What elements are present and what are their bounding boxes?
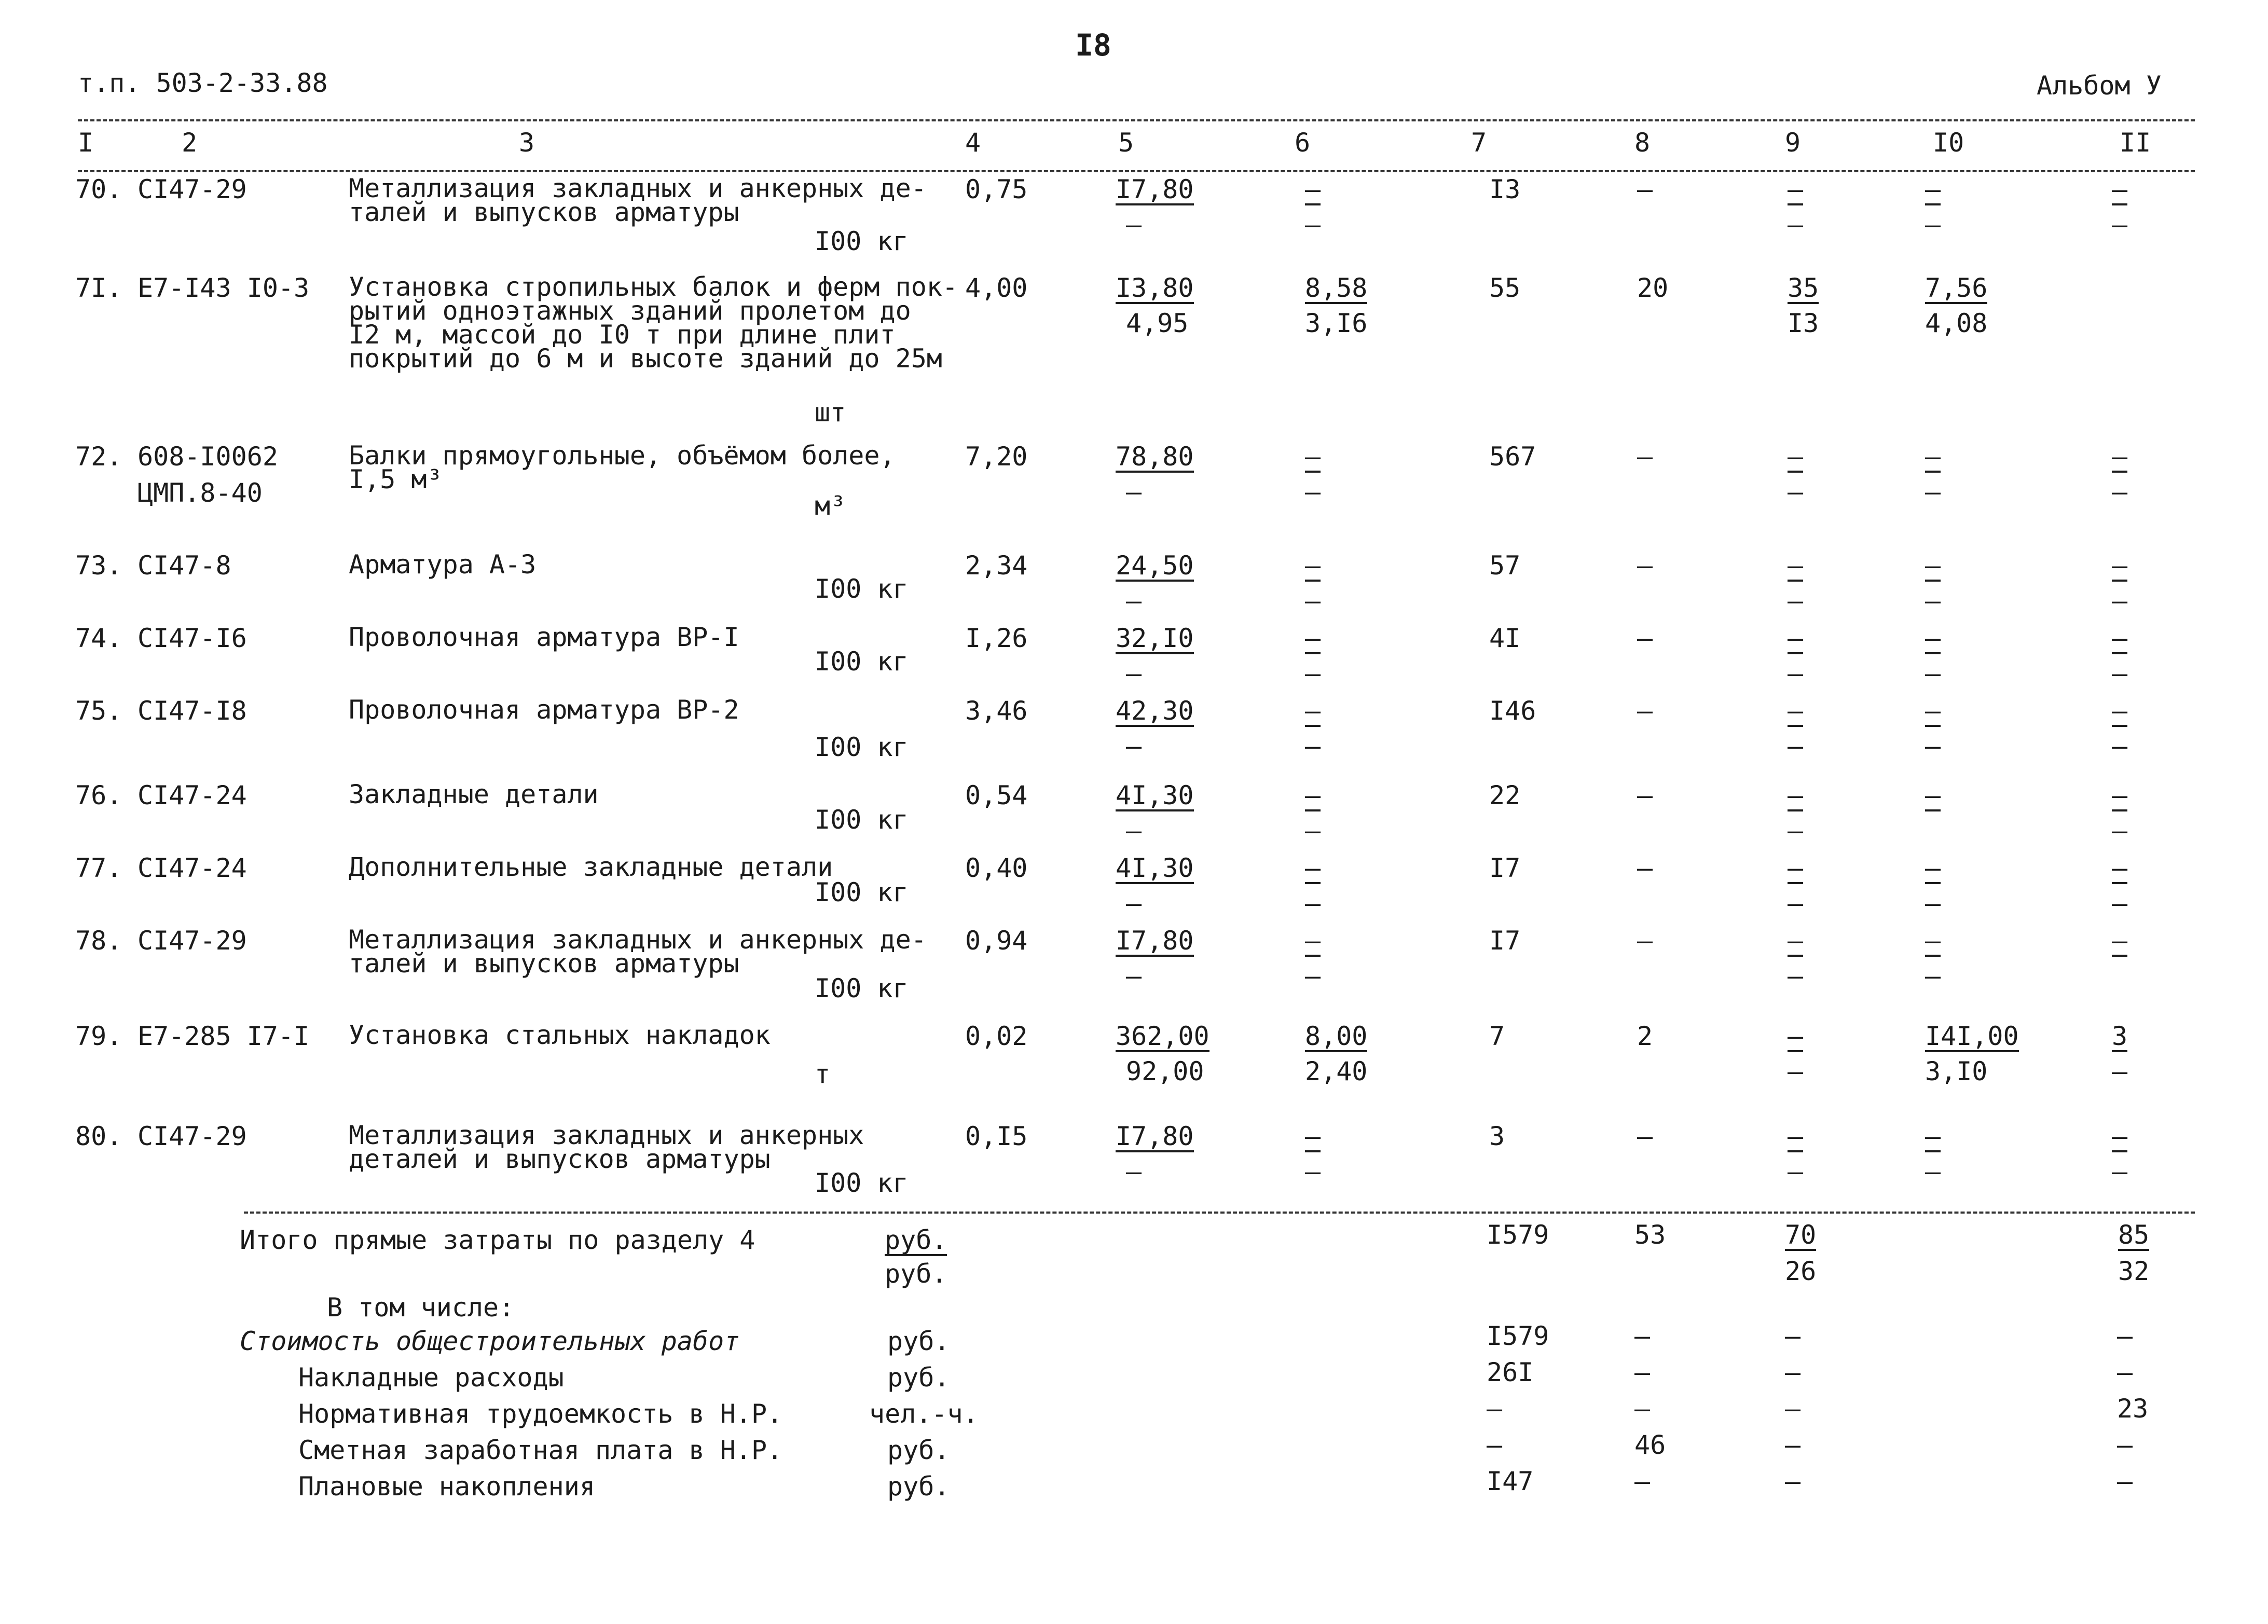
total-cost: 567	[1489, 442, 1536, 472]
unit-cost-wage: –	[1126, 658, 1142, 689]
work-description: Металлизация закладных и анкерных де- талей и выпусков арматуры	[349, 173, 927, 227]
total-cost: 22	[1489, 780, 1521, 810]
quantity: I,26	[965, 623, 1028, 653]
summary-item-label: Сметная заработная плата в Н.Р.	[298, 1435, 783, 1465]
labor-per-unit: –	[1925, 853, 1941, 883]
labor-per-unit-machine: –	[1925, 731, 1941, 761]
quantity: 0,54	[965, 780, 1028, 810]
measure-unit: I00 кг	[815, 877, 909, 907]
summary-item-wage: –	[1634, 1394, 1651, 1424]
price-code: CI47-I6	[138, 623, 247, 653]
row-number: 72.	[75, 442, 122, 472]
labor-total: –	[2112, 696, 2128, 726]
unit-cost-machine-wage: –	[1305, 1157, 1321, 1187]
summary-item-label: Накладные расходы	[298, 1362, 564, 1393]
column-header-1: I	[78, 128, 94, 158]
unit-cost-machine-wage: –	[1305, 961, 1321, 991]
unit-cost-machine-wage: 2,40	[1305, 1056, 1368, 1086]
unit-cost-machine: –	[1305, 780, 1321, 810]
unit-cost-total: I7,80	[1116, 926, 1194, 956]
labor-per-unit: –	[1925, 1121, 1941, 1151]
machine-wage-total: –	[1788, 816, 1804, 846]
measure-unit: I00 кг	[815, 805, 909, 835]
row-number: 7I.	[75, 273, 122, 303]
quantity: 0,02	[965, 1021, 1028, 1051]
total-cost: 3	[1489, 1121, 1505, 1151]
wage-total: 20	[1637, 273, 1669, 303]
labor-total: 3	[2112, 1021, 2128, 1051]
total-cost: 55	[1489, 273, 1521, 303]
row-number: 79.	[75, 1021, 122, 1051]
machine-total: –	[1788, 550, 1804, 581]
total-unit: руб.	[885, 1225, 947, 1255]
summary-item-cost: –	[1487, 1430, 1503, 1460]
unit-cost-wage: –	[1126, 961, 1142, 991]
price-code: E7-I43 I0-3	[138, 273, 310, 303]
unit-cost-machine-wage: –	[1305, 816, 1321, 846]
price-code: CI47-24	[138, 853, 247, 883]
wage-total: –	[1637, 1121, 1653, 1151]
measure-unit: I00 кг	[815, 973, 909, 1003]
quantity: 4,00	[965, 273, 1028, 303]
unit-cost-machine: –	[1305, 174, 1321, 204]
measure-unit: I00 кг	[815, 646, 909, 677]
column-header-2: 2	[182, 128, 198, 158]
row-number: 75.	[75, 696, 122, 726]
total-labor-machine: 32	[2118, 1256, 2150, 1286]
column-header-5: 5	[1118, 128, 1134, 158]
measure-unit: I00 кг	[815, 1168, 909, 1198]
unit-cost-wage: –	[1126, 586, 1142, 616]
labor-total-machine: –	[2112, 658, 2128, 689]
summary-item-unit: руб.	[887, 1471, 950, 1502]
table-top-rule	[78, 119, 2195, 121]
labor-total: –	[2112, 442, 2128, 472]
labor-per-unit: –	[1925, 623, 1941, 653]
work-description: Дополнительные закладные детали	[349, 852, 833, 882]
machine-wage-total: –	[1788, 961, 1804, 991]
labor-total: –	[2112, 550, 2128, 581]
summary-item-labor: –	[2117, 1357, 2133, 1387]
machine-total: –	[1788, 780, 1804, 810]
labor-total-machine: –	[2112, 1056, 2128, 1086]
column-header-10: I0	[1933, 128, 1964, 158]
total-cost: I7	[1489, 853, 1521, 883]
labor-per-unit-machine: –	[1925, 477, 1941, 507]
summary-item-machine: –	[1785, 1321, 1801, 1351]
summary-top-rule	[244, 1212, 2195, 1214]
unit-cost-machine: –	[1305, 442, 1321, 472]
total-wage: 53	[1634, 1220, 1666, 1250]
summary-item-cost: I47	[1487, 1466, 1534, 1496]
unit-cost-wage: –	[1126, 477, 1142, 507]
labor-per-unit-machine: –	[1925, 586, 1941, 616]
unit-cost-total: 4I,30	[1116, 853, 1194, 883]
machine-wage-total: –	[1788, 658, 1804, 689]
machine-wage-total: –	[1788, 477, 1804, 507]
machine-wage-total: –	[1788, 210, 1804, 240]
total-labor: 85	[2118, 1220, 2150, 1250]
total-cost: 7	[1489, 1021, 1505, 1051]
summary-item-wage: –	[1634, 1321, 1651, 1351]
column-header-9: 9	[1785, 128, 1801, 158]
work-description: Проволочная арматура ВР-I	[349, 622, 739, 652]
column-header-3: 3	[519, 128, 535, 158]
summary-item-machine: –	[1785, 1357, 1801, 1387]
labor-total-machine: –	[2112, 731, 2128, 761]
column-header-8: 8	[1634, 128, 1651, 158]
wage-total: –	[1637, 174, 1653, 204]
unit-cost-total: I7,80	[1116, 174, 1194, 204]
unit-cost-machine: –	[1305, 853, 1321, 883]
row-number: 77.	[75, 853, 122, 883]
summary-item-labor: 23	[2117, 1394, 2149, 1424]
labor-per-unit-machine: –	[1925, 888, 1941, 918]
labor-per-unit-machine: –	[1925, 1157, 1941, 1187]
unit-cost-total: 24,50	[1116, 550, 1194, 581]
unit-cost-machine: –	[1305, 623, 1321, 653]
summary-item-machine: –	[1785, 1466, 1801, 1496]
unit-cost-wage: –	[1126, 816, 1142, 846]
labor-per-unit-machine: –	[1925, 961, 1941, 991]
price-code: CI47-29	[138, 1121, 247, 1151]
total-label: Итого прямые затраты по разделу 4	[240, 1225, 755, 1255]
unit-cost-machine-wage: –	[1305, 888, 1321, 918]
total-cost: I7	[1489, 926, 1521, 956]
row-number: 73.	[75, 550, 122, 581]
summary-item-unit: руб.	[887, 1326, 950, 1356]
machine-total: –	[1788, 926, 1804, 956]
price-code: CI47-29	[138, 174, 247, 204]
labor-total: –	[2112, 926, 2128, 956]
price-code: CI47-I8	[138, 696, 247, 726]
album-label: Альбом У	[2037, 71, 2162, 101]
summary-item-wage: –	[1634, 1357, 1651, 1387]
machine-total: –	[1788, 1021, 1804, 1051]
price-code-secondary: ЦМП.8-40	[138, 478, 263, 508]
summary-item-machine: –	[1785, 1394, 1801, 1424]
unit-cost-wage: 4,95	[1126, 308, 1189, 338]
work-description: Установка стропильных балок и ферм пок- рытий одноэтажных зданий пролетом до I2 м, массой до I0 т при длине плит покрытий до 6 м и высоте зданий до 25м	[349, 272, 958, 374]
work-description: Установка стальных накладок	[349, 1020, 771, 1050]
measure-unit: шт	[815, 397, 846, 428]
unit-cost-total: 362,00	[1116, 1021, 1209, 1051]
quantity: 7,20	[965, 442, 1028, 472]
price-code: E7-285 I7-I	[138, 1021, 310, 1051]
summary-item-unit: чел.-ч.	[869, 1399, 979, 1429]
measure-unit: I00 кг	[815, 574, 909, 604]
labor-total-machine: –	[2112, 888, 2128, 918]
header-bottom-rule	[78, 170, 2195, 172]
summary-item-label: Нормативная трудоемкость в Н.Р.	[298, 1399, 783, 1429]
unit-cost-total: 42,30	[1116, 696, 1194, 726]
measure-unit: м³	[815, 491, 846, 521]
machine-total: –	[1788, 853, 1804, 883]
summary-item-labor: –	[2117, 1430, 2133, 1460]
unit-cost-machine-wage: –	[1305, 586, 1321, 616]
machine-total: –	[1788, 1121, 1804, 1151]
unit-cost-wage: –	[1126, 888, 1142, 918]
unit-cost-wage: –	[1126, 210, 1142, 240]
price-code: 608-I0062	[138, 442, 278, 472]
wage-total: –	[1637, 442, 1653, 472]
total-machine-wage: 26	[1785, 1256, 1817, 1286]
labor-per-unit-machine: –	[1925, 658, 1941, 689]
column-header-4: 4	[965, 128, 981, 158]
labor-per-unit: –	[1925, 550, 1941, 581]
summary-item-label: Плановые накопления	[298, 1471, 595, 1502]
machine-wage-total: –	[1788, 1056, 1804, 1086]
work-description: Проволочная арматура ВР-2	[349, 695, 739, 725]
labor-per-unit: –	[1925, 696, 1941, 726]
measure-unit: I00 кг	[815, 732, 909, 762]
work-description: Закладные детали	[349, 779, 599, 809]
page-number: I8	[1075, 27, 1111, 63]
labor-total: –	[2112, 1121, 2128, 1151]
document-reference: т.п. 503-2-33.88	[78, 68, 328, 98]
total-machine: 70	[1785, 1220, 1817, 1250]
unit-cost-machine: –	[1305, 926, 1321, 956]
quantity: 0,40	[965, 853, 1028, 883]
labor-total-machine: –	[2112, 477, 2128, 507]
unit-cost-machine-wage: –	[1305, 477, 1321, 507]
unit-cost-machine-wage: –	[1305, 731, 1321, 761]
unit-cost-machine: –	[1305, 550, 1321, 581]
labor-per-unit: 7,56	[1925, 273, 1988, 303]
summary-item-label: Стоимость общестроительных работ	[240, 1326, 740, 1356]
work-description: Арматура А-3	[349, 549, 537, 580]
machine-wage-total: –	[1788, 586, 1804, 616]
unit-cost-machine-wage: –	[1305, 210, 1321, 240]
labor-total-machine: –	[2112, 1157, 2128, 1187]
unit-cost-wage: –	[1126, 1157, 1142, 1187]
unit-cost-machine: 8,00	[1305, 1021, 1368, 1051]
total-cost: I46	[1489, 696, 1536, 726]
quantity: 3,46	[965, 696, 1028, 726]
quantity: 0,94	[965, 926, 1028, 956]
column-header-6: 6	[1295, 128, 1311, 158]
labor-per-unit: –	[1925, 442, 1941, 472]
summary-item-unit: руб.	[887, 1362, 950, 1393]
machine-total: –	[1788, 623, 1804, 653]
wage-total: –	[1637, 926, 1653, 956]
wage-total: –	[1637, 623, 1653, 653]
unit-cost-total: 32,I0	[1116, 623, 1194, 653]
column-header-11: II	[2120, 128, 2151, 158]
labor-per-unit: –	[1925, 174, 1941, 204]
summary-item-cost: 26I	[1487, 1357, 1534, 1387]
column-header-7: 7	[1471, 128, 1487, 158]
summary-item-wage: 46	[1634, 1430, 1666, 1460]
unit-cost-machine: –	[1305, 696, 1321, 726]
quantity: 0,I5	[965, 1121, 1028, 1151]
summary-item-unit: руб.	[887, 1435, 950, 1465]
labor-per-unit: –	[1925, 780, 1941, 810]
unit-cost-machine: –	[1305, 1121, 1321, 1151]
work-description: Металлизация закладных и анкерных деталей и выпусков арматуры	[349, 1120, 864, 1174]
labor-total-machine: –	[2112, 586, 2128, 616]
total-unit-secondary: руб.	[885, 1259, 947, 1289]
total-cost: I3	[1489, 174, 1521, 204]
summary-item-wage: –	[1634, 1466, 1651, 1496]
unit-cost-machine-wage: 3,I6	[1305, 308, 1368, 338]
quantity: 2,34	[965, 550, 1028, 581]
unit-cost-wage: –	[1126, 731, 1142, 761]
work-description: Балки прямоугольные, объёмом более, I,5 м³	[349, 441, 896, 494]
machine-wage-total: –	[1788, 888, 1804, 918]
summary-item-cost: I579	[1487, 1321, 1549, 1351]
labor-total-machine: –	[2112, 816, 2128, 846]
wage-total: –	[1637, 550, 1653, 581]
summary-item-machine: –	[1785, 1430, 1801, 1460]
unit-cost-total: 78,80	[1116, 442, 1194, 472]
labor-total: –	[2112, 174, 2128, 204]
wage-total: –	[1637, 853, 1653, 883]
total-cost: I579	[1487, 1220, 1549, 1250]
measure-unit: I00 кг	[815, 226, 909, 256]
labor-total: –	[2112, 623, 2128, 653]
machine-wage-total: –	[1788, 1157, 1804, 1187]
total-cost: 57	[1489, 550, 1521, 581]
total-cost: 4I	[1489, 623, 1521, 653]
machine-total: 35	[1788, 273, 1819, 303]
unit-cost-wage: 92,00	[1126, 1056, 1204, 1086]
price-code: CI47-8	[138, 550, 231, 581]
row-number: 80.	[75, 1121, 122, 1151]
labor-per-unit: –	[1925, 926, 1941, 956]
unit-cost-machine-wage: –	[1305, 658, 1321, 689]
wage-total: 2	[1637, 1021, 1653, 1051]
summary-item-labor: –	[2117, 1466, 2133, 1496]
machine-wage-total: –	[1788, 731, 1804, 761]
wage-total: –	[1637, 696, 1653, 726]
labor-total: –	[2112, 853, 2128, 883]
unit-cost-total: I3,80	[1116, 273, 1194, 303]
labor-per-unit-machine: 3,I0	[1925, 1056, 1988, 1086]
price-code: CI47-24	[138, 780, 247, 810]
summary-item-cost: –	[1487, 1394, 1503, 1424]
labor-total: –	[2112, 780, 2128, 810]
summary-item-labor: –	[2117, 1321, 2133, 1351]
work-description: Металлизация закладных и анкерных де- талей и выпусков арматуры	[349, 925, 927, 979]
machine-total: –	[1788, 174, 1804, 204]
wage-total: –	[1637, 780, 1653, 810]
row-number: 70.	[75, 174, 122, 204]
labor-per-unit: I4I,00	[1925, 1021, 2019, 1051]
labor-per-unit-machine: –	[1925, 210, 1941, 240]
row-number: 74.	[75, 623, 122, 653]
price-code: CI47-29	[138, 926, 247, 956]
labor-total-machine: –	[2112, 210, 2128, 240]
machine-total: –	[1788, 696, 1804, 726]
machine-wage-total: I3	[1788, 308, 1819, 338]
row-number: 76.	[75, 780, 122, 810]
quantity: 0,75	[965, 174, 1028, 204]
measure-unit: т	[815, 1059, 831, 1089]
row-number: 78.	[75, 926, 122, 956]
including-label: В том числе:	[327, 1292, 515, 1323]
machine-total: –	[1788, 442, 1804, 472]
labor-per-unit-machine: 4,08	[1925, 308, 1988, 338]
unit-cost-total: I7,80	[1116, 1121, 1194, 1151]
unit-cost-total: 4I,30	[1116, 780, 1194, 810]
unit-cost-machine: 8,58	[1305, 273, 1368, 303]
